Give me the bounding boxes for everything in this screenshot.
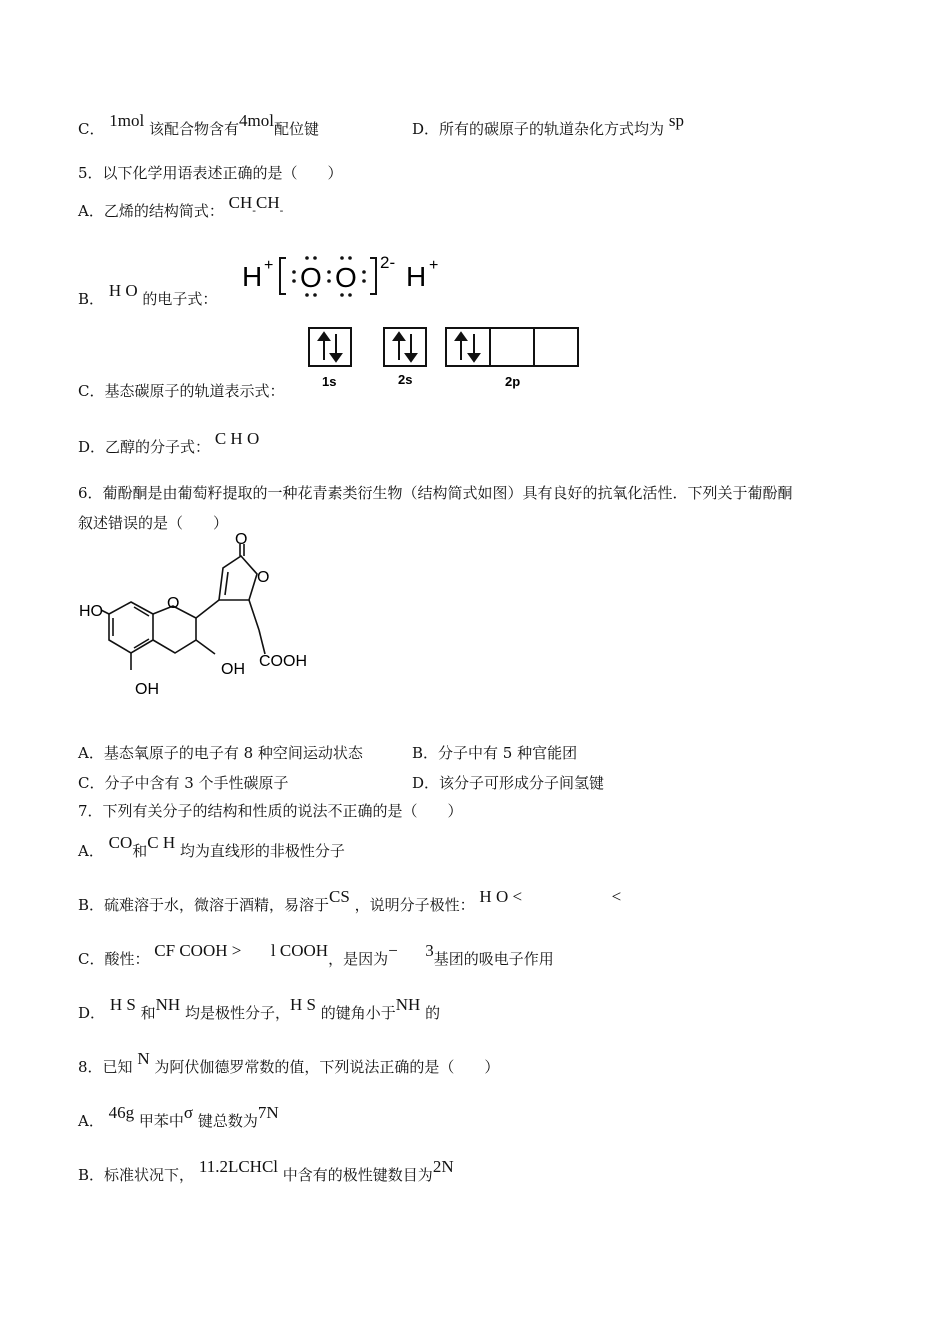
orbital-box-2s	[384, 328, 426, 366]
formula: CH	[255, 193, 280, 212]
formula: N	[137, 1049, 150, 1068]
atom-h: H	[242, 261, 263, 292]
formula-subscript: -	[279, 204, 284, 217]
q7-option-d	[78, 995, 441, 1023]
atom-o: O	[167, 595, 180, 612]
group-ho: HO	[79, 603, 103, 620]
formula-subscript: -	[252, 204, 256, 217]
option-prefix: A．	[78, 1112, 104, 1130]
formula: 1mol	[109, 111, 145, 130]
option-prefix: A．	[78, 842, 104, 860]
formula: −	[388, 941, 398, 960]
q8-option-b	[78, 1157, 454, 1185]
q5-option-a	[78, 193, 284, 221]
atom-o: O	[335, 262, 357, 293]
option-prefix: D．	[78, 1004, 106, 1022]
q6-option-b: B．分子中有 5 种官能团	[412, 744, 578, 762]
bracket-right	[370, 258, 376, 294]
option-prefix: A．	[78, 202, 104, 220]
atom-o: O	[235, 532, 248, 548]
formula: 2N	[432, 1157, 454, 1176]
option-text: 基态碳原子的轨道表示式：	[104, 382, 285, 400]
orbital-box-2p-2	[490, 328, 534, 366]
formula: l COOH	[270, 941, 329, 960]
option-text: 均是极性分子，	[184, 1004, 290, 1022]
formula: CS	[329, 887, 350, 906]
atom-h: H	[406, 261, 427, 292]
option-prefix: C．	[78, 120, 105, 138]
electron-arrows	[319, 333, 479, 361]
option-text: ，是因为	[328, 950, 389, 968]
formula: sp	[668, 111, 684, 130]
formula: 4mol	[239, 111, 274, 130]
group-oh: OH	[135, 681, 159, 698]
option-text: 酸性：	[104, 950, 150, 968]
option-text: 和	[132, 842, 148, 860]
q5-option-c	[78, 380, 285, 401]
option-text: 的	[425, 1004, 441, 1022]
q8-stem	[78, 1049, 500, 1077]
q6-stem-line2: 叙述错误的是（ ）	[78, 514, 229, 532]
formula: 7N	[257, 1103, 279, 1122]
q7-option-c	[78, 941, 554, 969]
option-text: 的电子式：	[142, 290, 218, 308]
atom-o: O	[300, 262, 322, 293]
option-prefix: D．	[78, 438, 106, 456]
q7-stem: 7．下列有关分子的结构和性质的说法不正确的是（ ）	[78, 802, 463, 820]
option-text: 基团的吸电子作用	[433, 950, 554, 968]
formula: σ	[183, 1103, 194, 1122]
q8-option-a	[78, 1103, 279, 1131]
option-text: 甲苯中	[138, 1112, 184, 1130]
option-text: 乙醇的分子式：	[105, 438, 211, 456]
grape-ketone-structure-image	[75, 532, 325, 712]
option-text: 该配合物含有	[149, 120, 240, 138]
label-2s: 2s	[398, 372, 413, 387]
formula: 11.2LCHCl	[198, 1157, 279, 1176]
option-text: 的键角小于	[320, 1004, 396, 1022]
formula: NH	[155, 995, 181, 1014]
option-text: 硫难溶于水，微溶于酒精，易溶于	[104, 896, 330, 914]
bracket-left	[280, 258, 286, 294]
q5-option-d	[78, 429, 260, 457]
q6-option-c: C．分子中含有 3 个手性碳原子	[78, 774, 289, 792]
stem-text: 为阿伏伽德罗常数的值，下列说法正确的是（ ）	[154, 1058, 500, 1076]
charge-plus: +	[429, 257, 439, 274]
formula: 3	[425, 941, 434, 960]
q5-option-b	[78, 281, 218, 309]
orbital-box-2p-1	[446, 328, 490, 366]
formula: H O <	[479, 887, 523, 906]
formula: CH	[228, 193, 253, 212]
formula: H S	[289, 995, 316, 1014]
charge-plus: +	[264, 257, 274, 274]
orbital-box-1s	[309, 328, 351, 366]
option-text: 所有的碳原子的轨道杂化方式均为	[439, 120, 665, 138]
orbital-box-2p-3	[534, 328, 578, 366]
option-text: 和	[140, 1004, 156, 1022]
formula: <	[611, 887, 622, 906]
formula: CO	[108, 833, 133, 852]
option-prefix: C．	[78, 382, 105, 400]
formula: H S	[109, 995, 136, 1014]
q6-option-d: D．该分子可形成分子间氢键	[412, 774, 605, 792]
orbital-diagram-image	[300, 320, 590, 392]
option-prefix: B．	[78, 896, 105, 914]
option-text: 键总数为	[197, 1112, 258, 1130]
option-text: 配位键	[273, 120, 319, 138]
option-text: ，说明分子极性：	[354, 896, 475, 914]
option-prefix: B．	[78, 290, 105, 308]
q4-option-d	[412, 111, 684, 139]
formula: C H	[147, 833, 176, 852]
label-2p: 2p	[505, 374, 521, 389]
formula: CF COOH >	[154, 941, 242, 960]
q6-stem-line1: 6．葡酚酮是由葡萄籽提取的一种花青素类衍生物（结构简式如图）具有良好的抗氧化活性．下列关于葡酚酮	[78, 484, 793, 502]
q7-option-b	[78, 887, 622, 915]
q7-option-a	[78, 833, 345, 861]
option-text: 均为直线形的非极性分子	[179, 842, 345, 860]
option-text: 中含有的极性键数目为	[282, 1166, 433, 1184]
q6-option-a: A．基态氧原子的电子有 8 种空间运动状态	[78, 744, 363, 762]
option-prefix: D．	[412, 120, 440, 138]
formula: C H O	[214, 429, 260, 448]
electron-formula-image	[240, 248, 455, 300]
formula: NH	[395, 995, 421, 1014]
formula: H O	[108, 281, 138, 300]
option-prefix: B．	[78, 1166, 105, 1184]
option-text: 标准状况下，	[104, 1166, 195, 1184]
stem-text: 8．已知	[78, 1058, 133, 1076]
q5-stem: 5．以下化学用语表述正确的是（ ）	[78, 164, 343, 182]
group-oh: OH	[221, 661, 245, 678]
group-cooh: COOH	[259, 653, 307, 670]
option-prefix: C．	[78, 950, 105, 968]
atom-o: O	[257, 569, 270, 586]
formula: 46g	[108, 1103, 135, 1122]
option-text: 乙烯的结构简式：	[103, 202, 224, 220]
charge-2minus: 2-	[380, 253, 396, 272]
label-1s: 1s	[322, 374, 337, 389]
q4-option-c	[78, 111, 319, 139]
